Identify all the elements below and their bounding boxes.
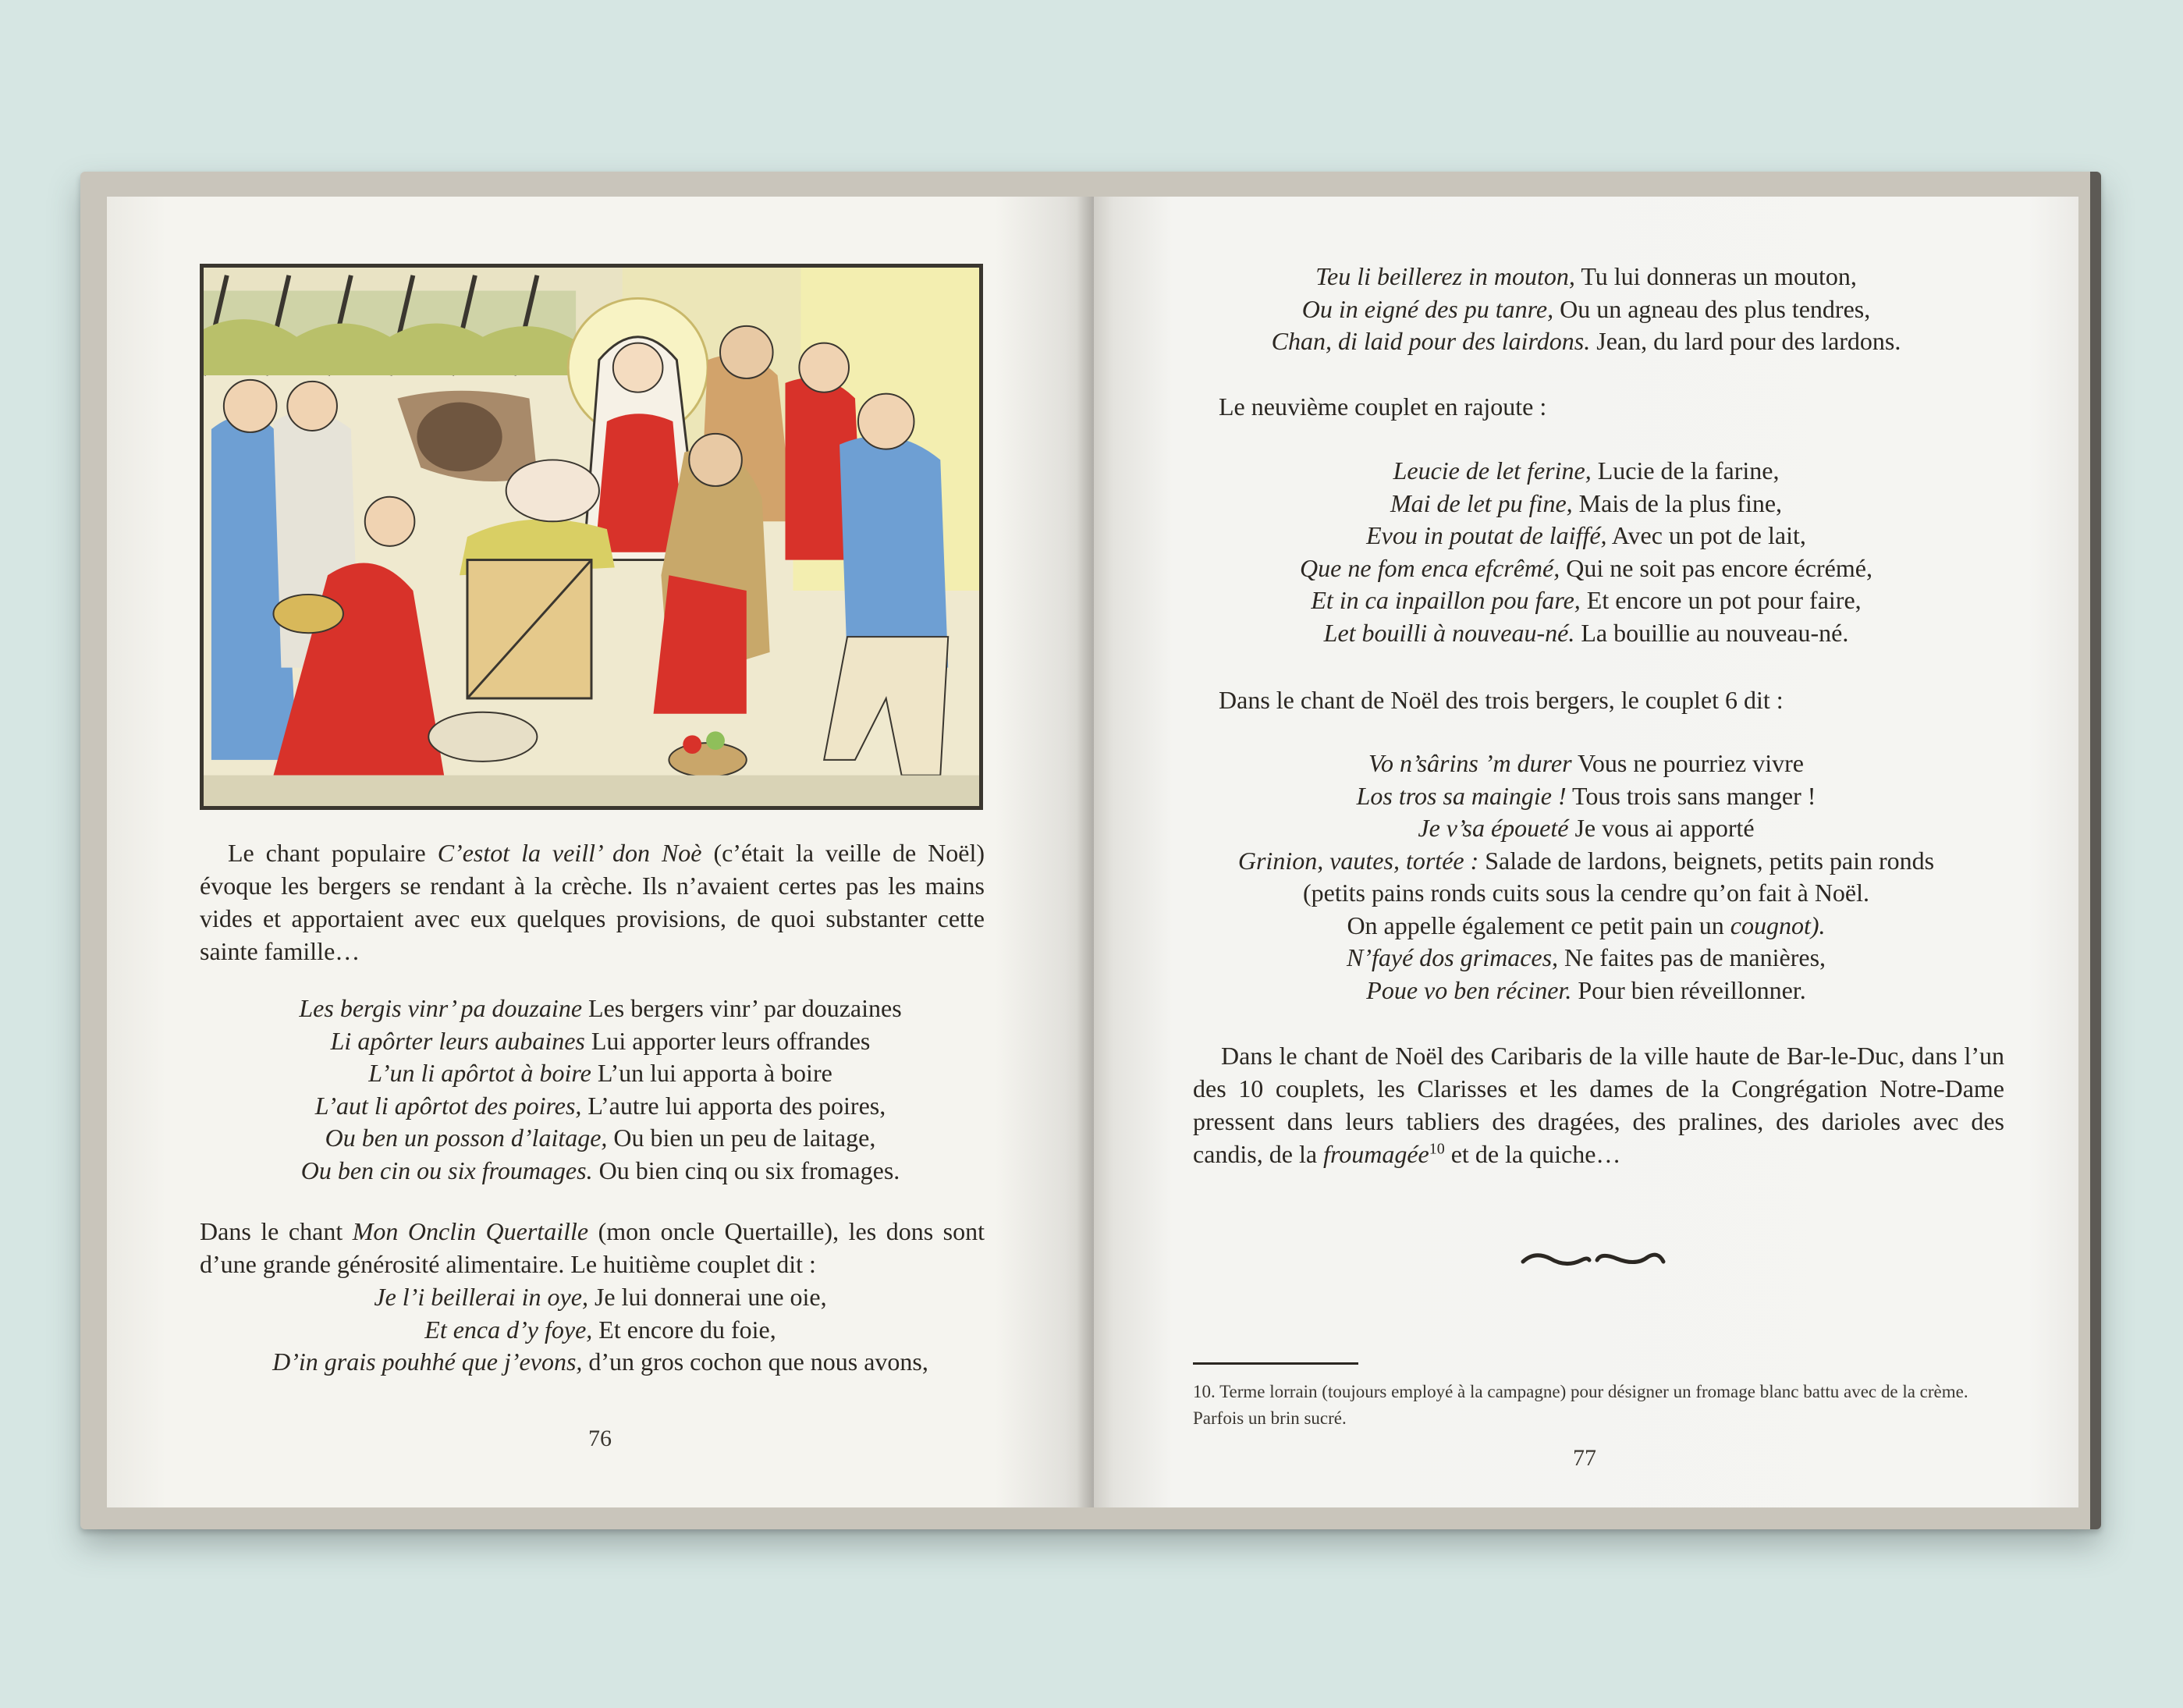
verse-french: Jean, du lard pour des lardons. [1596,327,1901,355]
verse-line [1094,488,2078,520]
verse-line [107,1057,1094,1090]
verse-patois: Mai de let pu fine, [1390,488,1573,517]
verse-patois: Li apôrter leurs aubaines [330,1026,585,1055]
paragraph-caribaris-text-before: Dans le chant de Noël des Caribaris de la ville haute de Bar-le-Duc, dans l’un des 10 couplets, les Clarisses et les dames de la Congrégation Notre-Dame pressent dans leurs tabliers des dragées, des pralines, des darioles avec des candis, de la [1193,1042,2004,1168]
paragraph-caribaris-text-after: et de la quiche… [1444,1140,1621,1168]
left-page [107,197,1094,1507]
verse-french: Tu lui donneras un mouton, [1581,262,1857,290]
verse-french-italic: cougnot). [1730,911,1826,939]
footnote-10: 10. Terme lorrain (toujours employé à la campagne) pour désigner un fromage blanc battu avec de la crème. Parfois un brin sucré. [1193,1382,1968,1428]
verse-patois: Que ne fom enca efcrêmé, [1300,553,1560,582]
verse-line [107,1281,1094,1314]
verse-patois: Evou in poutat de laiffé, [1366,521,1607,549]
verse-line [1094,942,2078,975]
footnote-divider [1193,1362,1358,1365]
verse-french: Salade de lardons, beignets, petits pain ronds [1485,846,1935,875]
paragraph-quertaille-text-before: Dans le chant [200,1217,353,1245]
verse-line [1094,975,2078,1007]
verse-french: Lui apporter leurs offrandes [591,1026,871,1055]
verse-patois: Vo n’sârins ’m durer [1368,749,1572,777]
verse-line [1094,747,2078,780]
paragraph-caribaris [1193,1039,2004,1170]
verse-french: Qui ne soit pas encore écrémé, [1566,553,1872,582]
nativity-engraving [204,268,979,806]
verse-french: Et encore un pot pour faire, [1586,586,1862,614]
verse-lucie [1094,455,2078,649]
nativity-illustration [200,264,983,810]
paragraph-quertaille [200,1215,985,1280]
paragraph-neuvieme: Le neuvième couplet en rajoute : [1219,392,1547,421]
paragraph-quertaille-text-after: (mon oncle Quertaille), les dons sont d’une grande générosité alimentaire. Le huitième couplet dit : [200,1217,985,1278]
verse-patois: Je v’sa époueté [1418,814,1569,842]
word-froumagee: froumagée [1323,1140,1429,1168]
song-title-onclin-quertaille: Mon Onclin Quertaille [352,1217,589,1245]
verse-french: Pour bien réveillonner. [1578,975,1806,1004]
verse-french: On appelle également ce petit pain un [1347,911,1730,939]
verse-french: Je lui donnerai une oie, [594,1283,827,1311]
verse-french: Lucie de la farine, [1597,456,1780,485]
verse-french: L’un lui apporta à boire [597,1059,832,1087]
page-number-left: 76 [588,1426,612,1451]
verse-patois: Et in ca inpaillon pou fare, [1311,586,1581,614]
verse-line [107,1025,1094,1058]
verse-line [107,992,1094,1025]
verse-french: Les bergers vinr’ par douzaines [588,994,902,1022]
verse-patois: Los tros sa maingie ! [1356,781,1567,810]
verse-line [107,1090,1094,1123]
verse-french: Mais de la plus fine, [1578,488,1783,517]
verse-line [1094,584,2078,617]
verse-trois-bergers [1094,747,2078,1007]
verse-patois: Je l’i beillerai in oye, [374,1283,588,1311]
verse-french: Et encore du foie, [598,1315,776,1344]
verse-patois: N’fayé dos grimaces, [1346,943,1559,971]
verse-patois: Let bouilli à nouveau-né. [1323,618,1575,647]
verse-french: Vous ne pourriez vivre [1577,749,1804,777]
verse-patois: Ou ben cin ou six froumages. [300,1156,593,1184]
verse-mouton [1094,261,2078,358]
verse-french: Ou bien cinq ou six fromages. [598,1156,900,1184]
verse-french: La bouillie au nouveau-né. [1581,618,1849,647]
verse-quertaille [107,1281,1094,1379]
verse-line [1094,780,2078,813]
section-ornament-icon [1519,1245,1667,1276]
verse-french: d’un gros cochon que nous avons, [588,1348,928,1376]
verse-patois: L’un li apôrtot à boire [368,1059,591,1087]
verse-line [107,1122,1094,1155]
verse-line [1094,552,2078,585]
paragraph-trois-bergers: Dans le chant de Noël des trois bergers, le couplet 6 dit : [1219,686,1784,714]
right-page [1094,197,2078,1507]
verse-patois: Leucie de let ferine, [1393,456,1592,485]
verse-line [1094,520,2078,552]
verse-line [107,1314,1094,1347]
verse-patois: D’in grais pouhhé que j’evons, [272,1348,583,1376]
verse-french: L’autre lui apporta des poires, [587,1091,886,1120]
verse-line [1094,910,2078,943]
verse-line [1094,261,2078,293]
verse-patois: L’aut li apôrtot des poires, [314,1091,582,1120]
verse-line [1094,845,2078,878]
footnote-reference[interactable]: 10 [1429,1140,1445,1158]
verse-patois: Teu li beillerez in mouton, [1315,262,1575,290]
verse-line [1094,617,2078,650]
verse-french: Ou bien un peu de laitage, [613,1124,876,1152]
verse-line [1094,877,2078,910]
verse-french: Ou un agneau des plus tendres, [1560,294,1871,323]
page-number-right: 77 [1573,1445,1596,1471]
verse-french: Tous trois sans manger ! [1572,781,1816,810]
verse-patois: Et enca d’y foye, [424,1315,593,1344]
book-cover-edge [2090,172,2101,1529]
verse-patois: Les bergis vinr’ pa douzaine [299,994,583,1022]
paragraph-intro [200,836,985,968]
verse-patois: Ou ben un posson d’laitage, [325,1124,608,1152]
song-title-veill-don-noe: C’estot la veill’ don Noè [437,839,702,867]
verse-patois: Poue vo ben réciner. [1366,975,1572,1004]
verse-patois: Chan, di laid pour des lairdons. [1271,327,1591,355]
verse-line [1094,812,2078,845]
verse-french: (petits pains ronds cuits sous la cendre qu’on fait à Noël. [1302,879,1870,907]
verse-bergers [107,992,1094,1187]
verse-french: Avec un pot de lait, [1611,521,1806,549]
paragraph-intro-text-before: Le chant populaire [228,839,438,867]
verse-line [1094,455,2078,488]
verse-french: Ne faites pas de manières, [1564,943,1826,971]
verse-line [1094,293,2078,326]
verse-patois: Grinion, vautes, tortée : [1237,846,1479,875]
verse-line [107,1155,1094,1188]
verse-patois: Ou in eigné des pu tanre, [1301,294,1554,323]
paragraph-intro-text-after: (c’était la veille de Noël) évoque les bergers se rendant à la crèche. Ils n’avaient certes pas les mains vides et apportaient avec eux quelques provisions, de quoi substanter cette sainte famille… [200,839,985,965]
verse-french: Je vous ai apporté [1574,814,1755,842]
verse-line [107,1346,1094,1379]
verse-line [1094,325,2078,358]
